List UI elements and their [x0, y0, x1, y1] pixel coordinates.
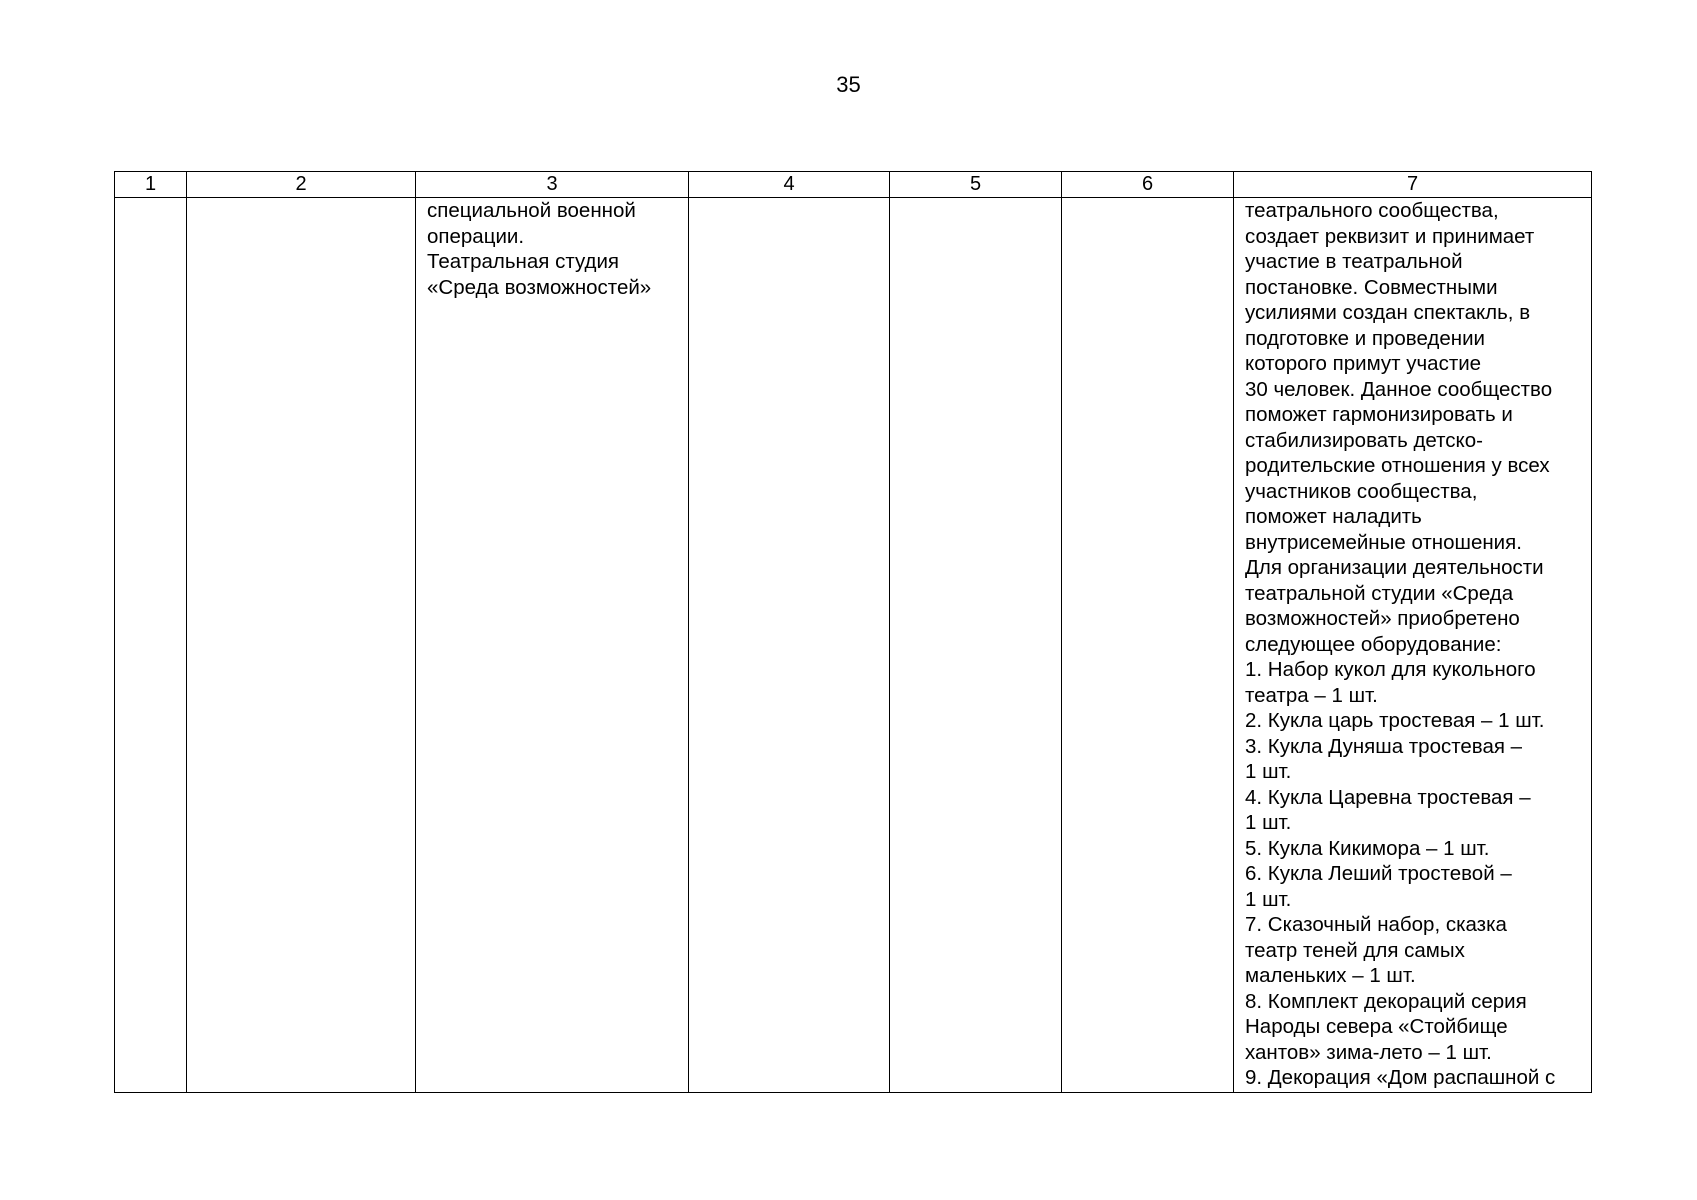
cell-text-line: 5. Кукла Кикимора – 1 шт.	[1245, 836, 1490, 860]
cell-text-line: театра – 1 шт.	[1245, 683, 1378, 707]
column-header-3: 3	[416, 172, 689, 198]
cell-text-line: постановке. Совместными	[1245, 275, 1498, 299]
cell-text-line: 1 шт.	[1245, 811, 1292, 834]
cell-text-line: поможет наладить	[1245, 505, 1422, 528]
cell-text-line: 8. Комплект декораций серия	[1245, 989, 1527, 1013]
cell-text-line: 7. Сказочный набор, сказка	[1245, 913, 1507, 936]
cell-text-line: стабилизировать детско-	[1245, 428, 1483, 452]
cell-text-line: возможностей» приобретено	[1245, 607, 1520, 630]
page-number: 35	[836, 72, 861, 97]
cell-text-line: 3. Кукла Дуняша тростевая –	[1245, 734, 1523, 758]
cell-col-4	[689, 198, 890, 1093]
cell-text-line: 2. Кукла царь тростевая – 1 шт.	[1245, 709, 1545, 732]
column-header-2: 2	[187, 172, 416, 198]
cell-text-line: операции.	[427, 224, 525, 248]
cell-text-line: 4. Кукла Царевна тростевая –	[1245, 785, 1531, 809]
cell-text-line: внутрисемейные отношения.	[1245, 530, 1522, 554]
cell-text-line: театр теней для самых	[1245, 938, 1465, 962]
cell-text-line: подготовке и проведении	[1245, 326, 1485, 350]
table-header-row	[115, 172, 1592, 198]
cell-text-line: 30 человек. Данное сообщество	[1245, 377, 1553, 401]
cell-text-line: театрального сообщества,	[1245, 199, 1499, 222]
cell-text-line: 1 шт.	[1245, 887, 1292, 911]
cell-text-line: «Среда возможностей»	[427, 275, 652, 299]
cell-text-line: Для организации деятельности	[1245, 556, 1544, 579]
cell-text-line: хантов» зима-лето – 1 шт.	[1245, 1040, 1492, 1064]
document-table	[114, 171, 1592, 1093]
cell-text-line: Народы севера «Стойбище	[1245, 1015, 1508, 1038]
cell-text-line: участие в театральной	[1245, 250, 1463, 273]
column-header-7: 7	[1234, 172, 1592, 198]
cell-text-line: 1 шт.	[1245, 760, 1292, 783]
cell-text-line: специальной военной	[427, 199, 636, 222]
cell-col-6	[1062, 198, 1234, 1093]
cell-text-line: поможет гармонизировать и	[1245, 403, 1513, 426]
cell-text-line: родительские отношения у всех	[1245, 454, 1550, 477]
cell-col-2	[187, 198, 416, 1093]
cell-col-3-text	[416, 198, 688, 300]
cell-col-5	[890, 198, 1062, 1093]
cell-text-line: Театральная студия	[427, 250, 620, 273]
cell-text-line: участников сообщества,	[1245, 479, 1478, 503]
column-header-5: 5	[890, 172, 1062, 198]
cell-col-3	[416, 198, 689, 1093]
column-header-4: 4	[689, 172, 890, 198]
cell-text-line: театральной студии «Среда	[1245, 581, 1514, 605]
cell-col-7	[1234, 198, 1592, 1093]
cell-text-line: 6. Кукла Леший тростевой –	[1245, 862, 1512, 885]
cell-text-line: маленьких – 1 шт.	[1245, 964, 1416, 987]
cell-text-line: создает реквизит и принимает	[1245, 224, 1535, 248]
cell-col-1	[115, 198, 187, 1093]
column-header-6: 6	[1062, 172, 1234, 198]
cell-text-line: 1. Набор кукол для кукольного	[1245, 658, 1536, 681]
column-header-1: 1	[115, 172, 187, 198]
cell-text-line: усилиями создан спектакль, в	[1245, 301, 1531, 324]
cell-col-7-text	[1234, 198, 1591, 1091]
table-row	[115, 198, 1592, 1093]
cell-text-line: следующее оборудование:	[1245, 632, 1502, 656]
cell-text-line: 9. Декорация «Дом распашной с	[1245, 1066, 1556, 1089]
cell-text-line: которого примут участие	[1245, 352, 1482, 375]
